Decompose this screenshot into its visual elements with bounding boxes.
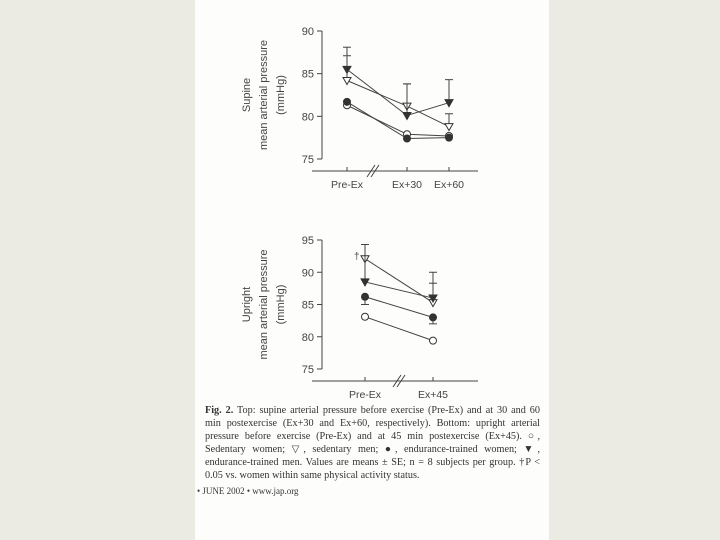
series-line <box>365 282 433 298</box>
y-tick-label: 90 <box>301 267 314 280</box>
x-tick-label: Pre-Ex <box>348 389 382 401</box>
data-point-circle <box>404 135 411 142</box>
y-tick-label: 85 <box>301 299 314 312</box>
y-tick-label: 90 <box>301 26 314 38</box>
significance-marker: † <box>354 251 360 263</box>
y-axis-label: Supine <box>241 77 253 113</box>
y-tick-label: 80 <box>301 111 314 124</box>
series-line <box>347 69 449 115</box>
data-point-triangle <box>343 77 351 84</box>
series-line <box>365 317 433 341</box>
series-line <box>347 80 449 126</box>
y-tick-label: 75 <box>301 154 314 166</box>
y-tick-label: 80 <box>301 331 314 344</box>
data-point-circle <box>430 337 437 344</box>
x-tick-label: Ex+60 <box>433 179 465 191</box>
y-axis-label: mean arterial pressure <box>258 249 270 360</box>
y-axis-label: (mmHg) <box>275 284 287 325</box>
data-point-circle <box>362 313 369 320</box>
x-tick-label: Ex+30 <box>391 179 423 191</box>
y-tick-label: 85 <box>301 68 314 81</box>
caption-text: Top: supine arterial pressure before exercise (Pre-Ex) and at 30 and 60 min postexercise (Ex+30 and Ex+60, respectively). Bottom: upright arterial pressure before exercise (Pre-Ex) and at 45 min postexercise (Ex+45). ○, Sedentary women; ▽, sedentary men; ●, endurance-trained women; ▼, endurance-trained men. Values are means ± SE; n = 8 subjects per group. †P < 0.05 vs. women within same physical activity status. <box>205 405 540 481</box>
data-point-triangle <box>403 112 411 119</box>
data-point-circle <box>446 134 453 141</box>
page-footer: • JUNE 2002 • www.jap.org <box>197 486 299 496</box>
series-line <box>365 297 433 318</box>
text-block <box>197 404 540 497</box>
x-tick-label: Ex+45 <box>417 389 449 401</box>
y-axis-label: mean arterial pressure <box>258 39 270 151</box>
y-tick-label: 75 <box>301 364 314 376</box>
data-point-triangle <box>445 124 453 131</box>
data-point-circle <box>430 314 437 321</box>
x-tick-label: Pre-Ex <box>330 179 364 191</box>
y-axis-label: (mmHg) <box>275 75 287 115</box>
y-axis-label: Upright <box>241 286 253 323</box>
data-point-circle <box>362 293 369 300</box>
series-line <box>347 105 449 136</box>
y-tick-label: 95 <box>301 235 314 247</box>
caption-label: Fig. 2. <box>205 405 234 416</box>
data-point-triangle <box>343 66 351 73</box>
figure-caption <box>205 404 540 482</box>
data-point-circle <box>344 98 351 105</box>
